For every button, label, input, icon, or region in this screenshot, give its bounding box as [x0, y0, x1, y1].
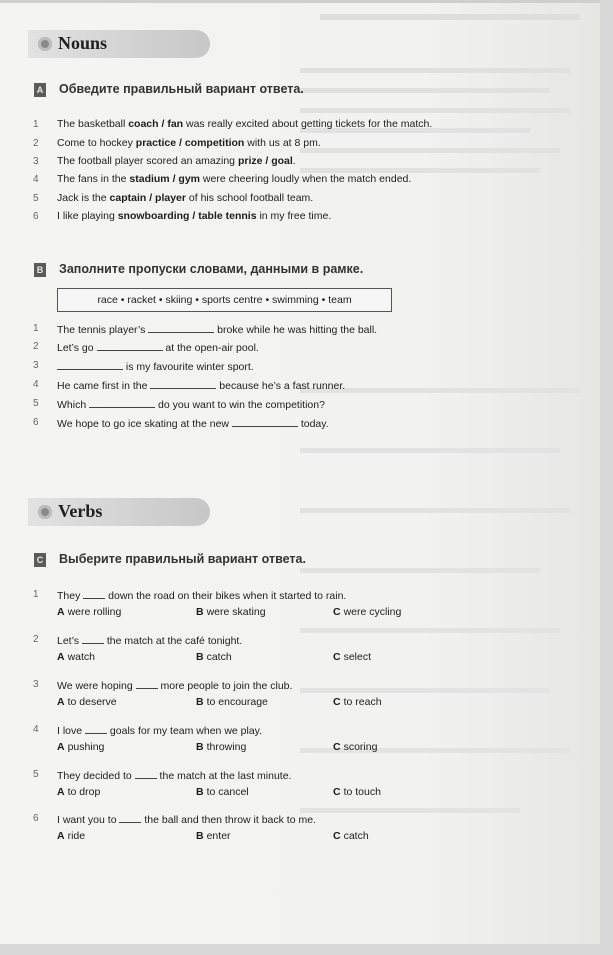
sentence-text: I like playing	[57, 210, 118, 222]
answer-blank	[83, 588, 105, 599]
option-text: scoring	[343, 741, 378, 753]
sentence-text: We hope to go ice skating at the new	[57, 418, 232, 430]
item-number: 2	[33, 341, 39, 352]
answer-blank	[148, 322, 214, 333]
option-letter: B	[196, 651, 204, 663]
sentence-text: were cheering loudly when the match ended.	[200, 173, 412, 185]
sentence-text: at the open-air pool.	[162, 342, 259, 354]
item-number: 2	[33, 138, 39, 149]
option-letter: B	[196, 741, 204, 753]
answer-blank	[136, 678, 158, 689]
answer-options: snowboarding / table tennis	[117, 210, 257, 222]
answer-option-a	[57, 741, 104, 753]
option-letter: C	[333, 651, 341, 663]
sentence-text: The basketball	[57, 118, 129, 130]
answer-option-b	[196, 786, 249, 798]
answer-options: practice / competition	[135, 137, 245, 149]
option-text: to reach	[343, 696, 382, 708]
sentence-text: They decided to	[57, 770, 135, 782]
sentence-text: do you want to win the competition?	[155, 399, 325, 411]
task-a-instruction: Обведите правильный вариант ответа.	[59, 82, 304, 96]
answer-blank	[135, 768, 157, 779]
sentence-line	[57, 416, 329, 430]
option-text: catch	[206, 651, 232, 663]
sentence-line	[57, 137, 321, 149]
item-number: 1	[33, 589, 39, 600]
section-bullet-icon	[38, 37, 52, 51]
option-letter: A	[57, 651, 65, 663]
answer-blank	[232, 416, 298, 427]
answer-option-b	[196, 696, 268, 708]
sentence-text: I love	[57, 725, 86, 737]
sentence-line	[57, 173, 411, 185]
item-number: 3	[33, 156, 39, 167]
sentence-text: He came first in the	[57, 380, 151, 392]
task-letter-b: B	[34, 263, 46, 277]
sentence-text: I want you to	[57, 814, 120, 826]
nouns-heading	[28, 30, 210, 58]
item-number: 5	[33, 193, 39, 204]
sentence-text: is my favourite winter sport.	[123, 361, 254, 373]
item-number: 1	[33, 119, 39, 130]
sentence-text: Which	[57, 399, 90, 411]
answer-blank	[85, 723, 107, 734]
answer-option-b	[196, 651, 232, 663]
sentence-line	[57, 378, 345, 392]
sentence-line	[57, 768, 291, 782]
option-letter: C	[333, 696, 341, 708]
answer-option-c	[333, 741, 377, 753]
task-b-instruction: Заполните пропуски словами, данными в рамке.	[59, 262, 364, 276]
answer-options: stadium / gym	[129, 173, 200, 185]
option-letter: B	[196, 696, 204, 708]
sentence-text: The fans in the	[57, 173, 130, 185]
answer-option-b	[196, 741, 246, 753]
option-text: were cycling	[343, 606, 402, 618]
option-letter: A	[57, 696, 65, 708]
item-number: 4	[33, 174, 39, 185]
option-text: catch	[343, 830, 369, 842]
answer-options: captain / player	[109, 192, 186, 204]
answer-blank	[89, 397, 155, 408]
sentence-text: .	[292, 155, 296, 167]
item-number: 6	[33, 211, 39, 222]
sentence-text: The tennis player’s	[57, 324, 149, 336]
answer-option-c	[333, 786, 381, 798]
verbs-title: Verbs	[58, 501, 103, 521]
option-text: to encourage	[206, 696, 268, 708]
sentence-line	[57, 397, 325, 411]
option-text: were skating	[206, 606, 266, 618]
answer-option-c	[333, 651, 371, 663]
task-letter-c: C	[34, 553, 46, 567]
item-number: 2	[33, 634, 39, 645]
answer-option-a	[57, 651, 95, 663]
item-number: 6	[33, 813, 39, 824]
sentence-line	[57, 322, 377, 336]
sentence-line	[57, 723, 262, 737]
sentence-text: of his school football team.	[185, 192, 314, 204]
option-letter: C	[333, 741, 341, 753]
answer-blank	[57, 359, 123, 370]
sentence-text: today.	[297, 418, 329, 430]
sentence-text: Let’s go	[57, 342, 97, 354]
option-letter: C	[333, 606, 341, 618]
sentence-text: goals for my team when we play.	[107, 725, 263, 737]
option-text: pushing	[67, 741, 105, 753]
item-number: 3	[33, 679, 39, 690]
option-letter: A	[57, 606, 65, 618]
nouns-title: Nouns	[58, 33, 108, 53]
sentence-text: Jack is the	[57, 192, 110, 204]
option-letter: B	[196, 606, 204, 618]
answer-blank	[97, 340, 163, 351]
answer-blank	[119, 812, 141, 823]
verbs-heading	[28, 498, 210, 526]
answer-option-a	[57, 786, 100, 798]
answer-option-c	[333, 830, 369, 842]
option-letter: A	[57, 786, 65, 798]
sentence-line	[57, 678, 292, 692]
sentence-line	[57, 192, 313, 204]
option-letter: C	[333, 830, 341, 842]
option-text: to touch	[343, 786, 381, 798]
sentence-line	[57, 118, 432, 130]
sentence-text: down the road on their bikes when it started to rain.	[105, 590, 347, 602]
option-letter: B	[196, 786, 204, 798]
option-text: enter	[206, 830, 231, 842]
answer-option-c	[333, 696, 382, 708]
sentence-line	[57, 155, 296, 167]
option-letter: A	[57, 830, 65, 842]
answer-blank	[82, 633, 104, 644]
top-rule	[0, 0, 600, 3]
option-letter: B	[196, 830, 204, 842]
option-text: throwing	[206, 741, 247, 753]
answer-option-a	[57, 696, 117, 708]
option-text: to cancel	[206, 786, 249, 798]
sentence-text: Let’s	[57, 635, 82, 647]
sentence-text: Come to hockey	[57, 137, 136, 149]
sentence-text: The football player scored an amazing	[57, 155, 238, 167]
sentence-line	[57, 340, 259, 354]
item-number: 3	[33, 360, 39, 371]
sentence-text: in my free time.	[256, 210, 332, 222]
answer-option-c	[333, 606, 401, 618]
sentence-text: the ball and then throw it back to me.	[141, 814, 316, 826]
option-text: to drop	[67, 786, 101, 798]
sentence-line	[57, 633, 242, 647]
sentence-line	[57, 359, 254, 373]
answer-options: prize / goal	[237, 155, 293, 167]
task-letter-a: A	[34, 83, 46, 97]
sentence-text: with us at 8 pm.	[244, 137, 321, 149]
option-text: were rolling	[67, 606, 122, 618]
option-text: ride	[67, 830, 86, 842]
sentence-text: because he’s a fast runner.	[216, 380, 346, 392]
sentence-text: They	[57, 590, 84, 602]
option-text: watch	[67, 651, 96, 663]
item-number: 4	[33, 379, 39, 390]
item-number: 5	[33, 769, 39, 780]
sentence-line	[57, 812, 316, 826]
sentence-text: We were hoping	[57, 680, 136, 692]
option-letter: C	[333, 786, 341, 798]
option-text: to deserve	[67, 696, 117, 708]
item-number: 4	[33, 724, 39, 735]
sentence-text: broke while he was hitting the ball.	[214, 324, 378, 336]
answer-blank	[150, 378, 216, 389]
answer-option-a	[57, 606, 121, 618]
answer-options: coach / fan	[128, 118, 184, 130]
option-letter: A	[57, 741, 65, 753]
answer-option-b	[196, 830, 231, 842]
option-text: select	[343, 651, 372, 663]
word-box: race • racket • skiing • sports centre • swimming • team	[57, 288, 392, 312]
sentence-text: the match at the last minute.	[156, 770, 292, 782]
item-number: 5	[33, 398, 39, 409]
sentence-line	[57, 210, 331, 222]
sentence-text: was really excited about getting tickets for the match.	[183, 118, 433, 130]
item-number: 6	[33, 417, 39, 428]
item-number: 1	[33, 323, 39, 334]
answer-option-b	[196, 606, 266, 618]
sentence-text: more people to join the club.	[157, 680, 293, 692]
sentence-text: the match at the café tonight.	[103, 635, 243, 647]
answer-option-a	[57, 830, 85, 842]
sentence-line	[57, 588, 346, 602]
task-c-instruction: Выберите правильный вариант ответа.	[59, 552, 306, 566]
section-bullet-icon	[38, 505, 52, 519]
